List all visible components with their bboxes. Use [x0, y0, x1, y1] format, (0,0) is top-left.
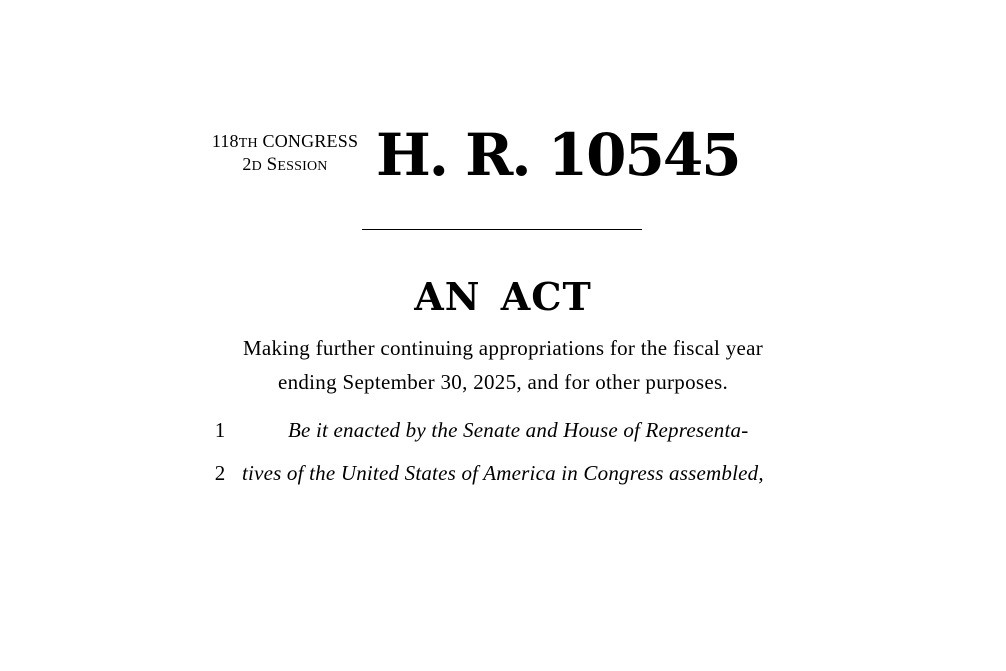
session-number: 2 — [242, 154, 252, 174]
enacting-clause-line-2 — [205, 456, 805, 490]
line-text: Be it enacted by the Senate and House of Representa- — [288, 418, 749, 442]
congress-session-block — [196, 131, 374, 177]
line-number: 2 — [214, 461, 226, 485]
session-ordinal: D — [251, 159, 262, 174]
session-initial: S — [266, 154, 278, 175]
congress-ordinal: TH — [238, 136, 258, 151]
line-text: tives of the United States of America in Congress assembled, — [242, 461, 764, 485]
purpose-text — [196, 331, 810, 399]
congress-word: CONGRESS — [262, 131, 359, 151]
congress-label — [196, 131, 374, 154]
enacting-clause-line-1 — [205, 413, 805, 447]
session-rest: ESSION — [277, 159, 328, 174]
session-label — [196, 154, 374, 177]
congress-number: 118 — [211, 131, 239, 151]
purpose-line-2: ending September 30, 2025, and for other purposes. — [277, 370, 729, 394]
title-divider — [362, 229, 642, 230]
bill-number: H. R. 10545 — [376, 121, 740, 189]
act-heading: AN ACT — [414, 274, 592, 319]
purpose-line-1: Making further continuing appropriations for the fiscal year — [242, 336, 764, 360]
line-number: 1 — [214, 418, 226, 442]
